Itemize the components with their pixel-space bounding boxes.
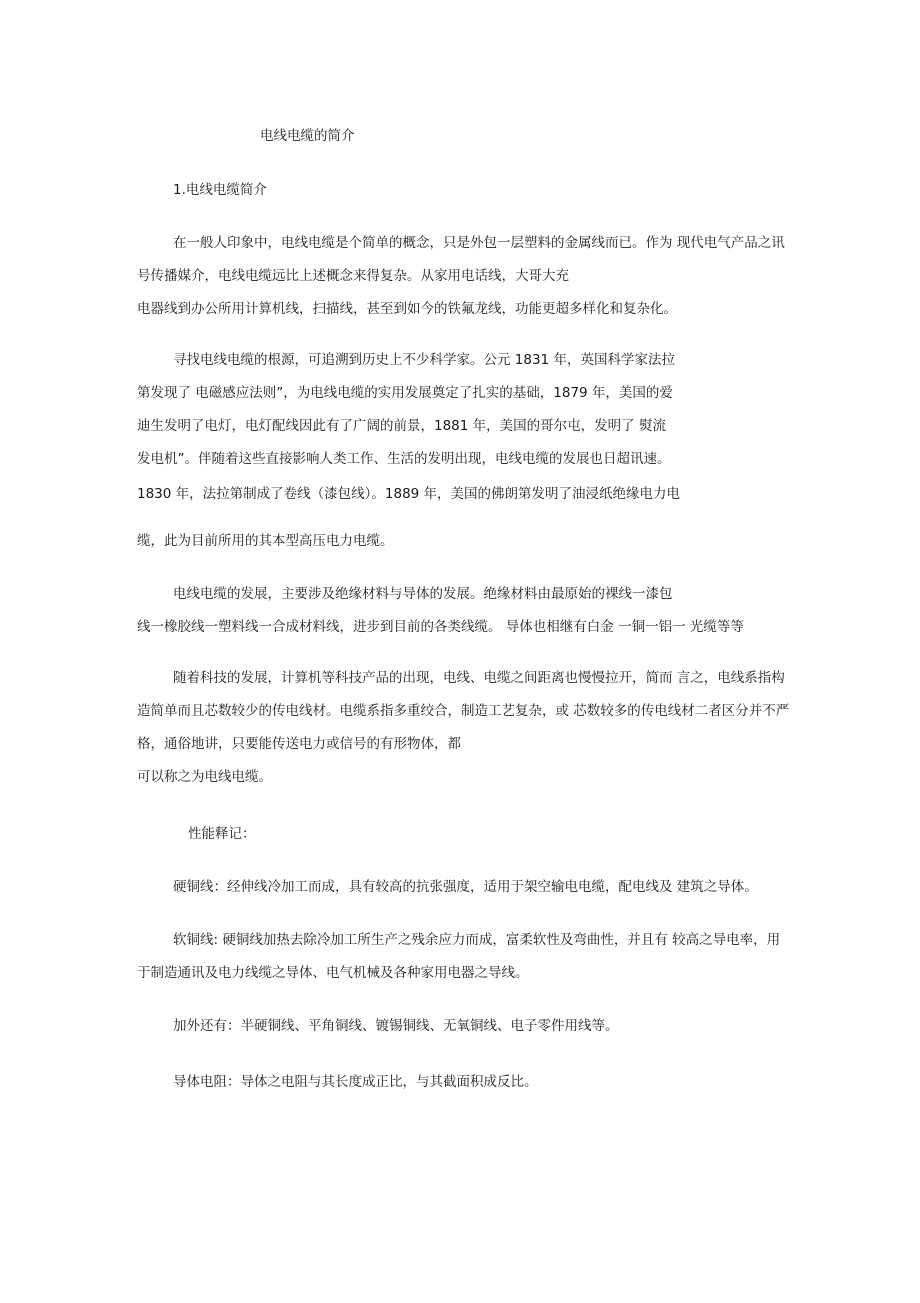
paragraph-line: 号传播媒介，电线电缆远比上述概念来得复杂。从家用电话线，大哥大充 xyxy=(137,268,569,284)
paragraph-line: 迪生发明了电灯，电灯配线因此有了广阔的前景，1881 年，美国的哥尔屯，发明了 熨流 xyxy=(137,418,666,434)
paragraph-line: 电器线到办公所用计算机线，扫描线，甚至到如今的铁氟龙线，功能更超多样化和复杂化。 xyxy=(137,301,677,317)
paragraph-line: 发电机”。伴随着这些直接影响人类工作、生活的发明出现，电线电缆的发展也日超讯速。 xyxy=(137,451,671,467)
paragraph-line: 造简单而且芯数较少的传电线材。电缆系指多重绞合，制造工艺复杂，或 芯数较多的传电线材二者区分并不严 xyxy=(137,703,790,719)
paragraph-line: 软铜线: 硬铜线加热去除冷加工所生产之残余应力而成，富柔软性及弯曲性，并且有 较高之导电率，用 xyxy=(173,932,781,948)
paragraph-line: 加外还有：半硬铜线、平角铜线、镀锡铜线、无氧铜线、电子零件用线等。 xyxy=(173,1018,619,1034)
section-heading: 1.电线电缆简介 xyxy=(173,182,267,198)
note-heading: 性能释记： xyxy=(188,826,256,842)
paragraph-line: 1830 年，法拉第制成了卷线（漆包线）。1889 年，美国的佛朗第发明了油浸纸绝缘电力电 xyxy=(137,486,681,502)
document-title: 电线电缆的简介 xyxy=(260,128,355,144)
paragraph-line: 格，通俗地讲，只要能传送电力或信号的有形物体，都 xyxy=(137,736,461,752)
paragraph-line: 于制造通讯及电力线缆之导体、电气机械及各种家用电器之导线。 xyxy=(137,965,529,981)
paragraph-line: 可以称之为电线电缆。 xyxy=(137,769,272,785)
paragraph-line: 随着科技的发展，计算机等科技产品的出现，电线、电缆之间距离也慢慢拉开，简而 言之，电线系指构 xyxy=(173,670,785,686)
paragraph-line: 导体电阻：导体之电阻与其长度成正比，与其截面积成反比。 xyxy=(173,1074,538,1090)
paragraph-line: 电线电缆的发展，主要涉及绝缘材料与导体的发展。绝缘材料由最原始的裸线一漆包 xyxy=(173,586,673,602)
paragraph-line: 线一橡胶线一塑料线一合成材料线，进步到目前的各类线缆。 导体也相继有白金 一铜一铝一 光缆等等 xyxy=(137,619,744,635)
paragraph-line: 第发现了 电磁感应法则”，为电线电缆的实用发展奠定了扎实的基础，1879 年，美国的爱 xyxy=(137,385,673,401)
paragraph-line: 在一般人印象中，电线电缆是个简单的概念，只是外包一层塑料的金属线而已。作为 现代电气产品之讯 xyxy=(173,235,785,251)
paragraph-line: 硬铜线：经伸线冷加工而成，具有较高的抗张强度，适用于架空输电电缆，配电线及 建筑之导体。 xyxy=(173,879,758,895)
paragraph-line: 寻找电线电缆的根源，可追溯到历史上不少科学家。公元 1831 年，英国科学家法拉 xyxy=(173,352,675,368)
paragraph-line: 缆，此为目前所用的其本型高压电力电缆。 xyxy=(137,533,394,549)
